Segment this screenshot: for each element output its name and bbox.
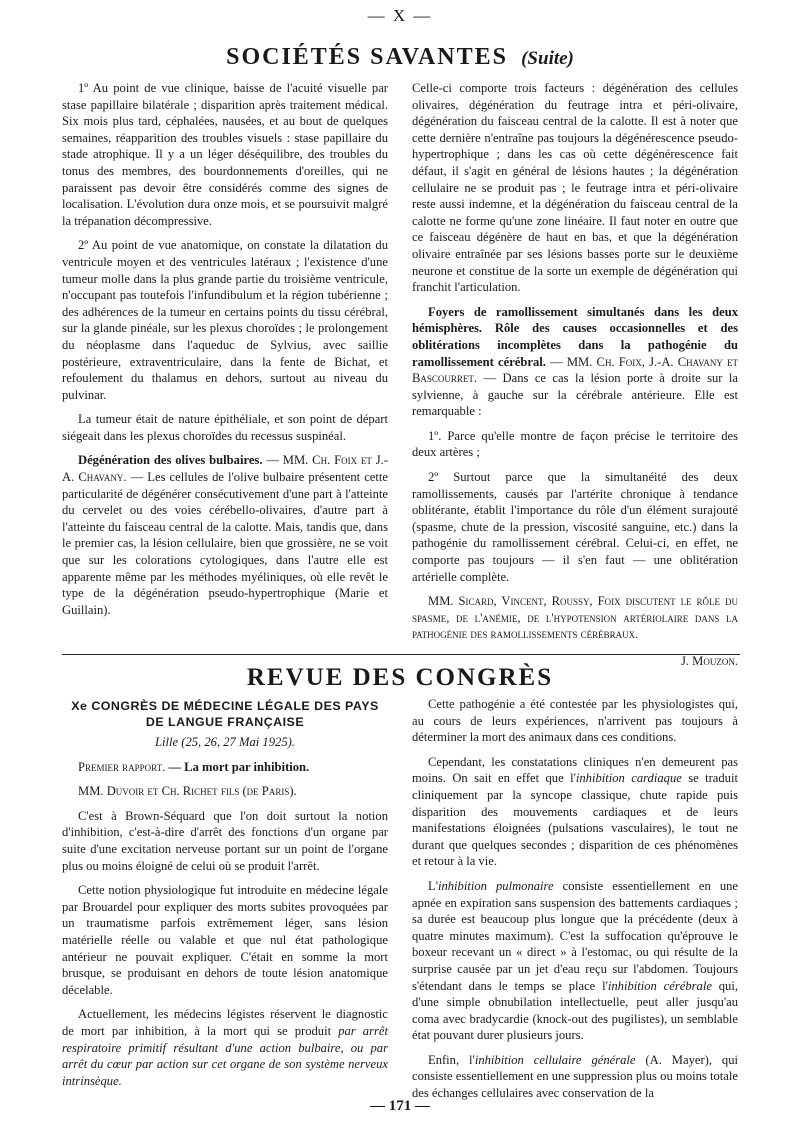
paragraph-text: L' [428, 878, 438, 893]
foyers-article [412, 304, 738, 420]
paragraph: C'est à Brown-Séquard que l'on doit surtout la notion d'inhibition, c'est-à-dire d'arrêt des fonctions d'un organe par suite d'une excitation nerveuse portant sur un point de l'organe plus ou moins éloigné de celui où se produit l'arrêt. [62, 808, 388, 873]
paragraph: Cette notion physiologique fut introduite en médecine légale par Brouardel pour expliquer des morts subites provoquées par un traumatisme parfois extrêmement léger, sans lésion matérielle réelle ou valable et que nul état pathologique antérieur ne pouvait expliquer. C'était en somme la mort brusque, se produisant en dehors de toute lésion anatomique décelable. [62, 883, 388, 997]
paragraph-italic: inhibition cardiaque [575, 771, 682, 786]
paragraph: 2º Au point de vue anatomique, on constate la dilatation du ventricule moyen et des ventricules latéraux ; l'existence d'une tumeur molle dans la plus grande partie du troisième ventricule, n'occupant pas toutefois l'infundibulum et la région tubérienne ; des adhérences de la tumeur en certains points du tissu cérébral, sur la glande pinéale, sur les plexus choroïdes ; le prolongement du néoplasme dans l'aqueduc de Sylvius, avec saillie postérieure, extraventriculaire, dans la fente de Bichat, et refoulement du thalamus en dehors, surtout au niveau du pulvinar. [62, 238, 388, 402]
paragraph-italic: inhibition pulmonaire [437, 878, 554, 893]
paragraph-italic: inhibition cérébrale [607, 978, 712, 993]
bottom-left-column [62, 698, 388, 1097]
paragraph-text: se traduit cliniquement par la syncope classique, chute rapide puis disparition des mouvements cardiaques et de leurs manifestations éloignées (pulsations vasculaires), le tout ne durant que quelques secondes ; disparition de ces phénomènes et retour à la vie. [412, 771, 738, 869]
report-title: — La mort par inhibition. [168, 759, 310, 774]
foyers-authors: — MM. Ch. Foix, J.-A. Chavany et Bascourret. [412, 354, 738, 386]
paragraph-italic: par arrêt respiratoire primitif résultant d'une action bulbaire, ou par arrêt du cœur par action sur cet organe de son système nerveux intrinsèque. [62, 1023, 388, 1088]
section-title-suite: (Suite) [521, 48, 574, 69]
paragraph-text: Cependant, les constatations cliniques n'en demeurent pas moins. On sait en effet que l' [412, 754, 738, 786]
bottom-right-column [412, 696, 738, 1110]
olives-title: Dégénération des olives bulbaires. [78, 453, 263, 468]
discussion-paragraph: MM. Sicard, Vincent, Roussy, Foix discutent le rôle du spasme, de l'anémie, de l'hypotension artériolaire dans la pathogénie des ramollissements cérébraux. [412, 594, 738, 642]
paragraph: Cette pathogénie a été contestée par les physiologistes qui, au cours de leurs expériences, n'arrivent pas toujours à déterminer la mort des animaux dans ces conditions. [412, 697, 738, 745]
section-title [0, 44, 800, 71]
section-title-text: SOCIÉTÉS SAVANTES [226, 44, 509, 70]
paragraph-text: (A. Mayer), qui consiste essentiellement en une suppression plus ou moins totale des échanges cellulaires avec conservation de la [412, 1052, 738, 1101]
paragraph-text: Enfin, l' [428, 1052, 475, 1067]
paragraph [412, 1052, 738, 1102]
congres-title: REVUE DES CONGRÈS [246, 664, 554, 691]
paragraph [62, 1006, 388, 1089]
conference-title-line2: DE LANGUE FRANÇAISE [145, 715, 305, 729]
conference-title-line1: Xe CONGRÈS DE MÉDECINE LÉGALE DES PAYS [71, 699, 379, 713]
page-number: — 171 — [370, 1098, 430, 1114]
list-item: 1º. Parce qu'elle montre de façon précise le territoire des deux artères ; [412, 428, 738, 460]
olives-text: — Les cellules de l'olive bulbaire présentent cette particularité de dégénérer consécutivement d'une part à l'atteinte du cervelet ou des voies cérébello-olivaires, d'autre part à l'atteinte du faisceau central de la calotte. Mais, tandis que, dans le premier cas, la lésion cellulaire, bien que grossière, ne se voit que sur les colorations cytologiques, dans l'autre elle est apparente même par les méthodes myéliniques, où elle revêt le type de la dégénération pseudo-hypertrophique (Marie et Guillain). [62, 470, 388, 617]
paragraph-text: consiste essentiellement en une apnée en expiration sans suspension des battements cardiaques ; sa durée est beaucoup plus longue que la précédente (deux à quatre minutes maximum). C'est la suffocation qu'éprouve le boxeur recevant un « direct » à l'estomac, ou qui résulte de la surprise causée par un jet d'eau reçu sur l'abdomen. Toujours s'étendant dans le temps se place l' [412, 878, 739, 993]
foyers-text: — Dans ce cas la lésion porte à droite sur la sylvienne, à gauche sur la cérébrale antérieure. Elle est remarquable : [412, 371, 738, 419]
conference-title [62, 698, 388, 730]
paragraph-italic: inhibition cellulaire générale [474, 1052, 636, 1067]
report-authors: MM. Duvoir et Ch. Richet fils (de Paris). [78, 784, 297, 799]
paragraph: Celle-ci comporte trois facteurs : dégénération des cellules olivaires, dégénération du feutrage intra et péri-olivaire, dégénération du faisceau central de la calotte. Il est à noter que cette dernière n'entraîne pas toujours la dégénérescence pseudo-hypertrophique ; dans les cas où cette dégénérescence fait défaut, il s'agit en général de lésions hautes ; la dégénération cellulaire ne se produit pas ; le feutrage intra et péri-olivaire reste aussi indemne, et la dégénération du faisceau central de la calotte ne forme qu'une zone linéaire. Il faut noter en outre que ce faisceau dégénère de haut en bas, et que la dégénération olivaire entraînée par ses lésions basses porte sur le deuxième neurone et constitue de la sorte un exemple de dégénération qui franchit l'articulation. [412, 81, 738, 295]
conference-place: Lille (25, 26, 27 Mai 1925). [155, 735, 295, 749]
olives-authors: — MM. Ch. Foix et J.-A. Chavany. [62, 453, 388, 485]
signature: J. Mouzon. [680, 654, 738, 668]
paragraph [412, 878, 738, 1044]
top-left-column [62, 80, 388, 626]
paragraph-text: qui, d'une simple obnubilation intellectuelle, peut aller jusqu'au coma avec bradycardie (knock-out des pugilistes), un semblable état pouvant durer plusieurs jours. [412, 978, 738, 1043]
top-right-column [412, 80, 738, 670]
paragraph-text: Actuellement, les médecins légistes réservent le diagnostic de mort par inhibition, à la mort qui se produit [62, 1007, 388, 1038]
paragraph: 1º Au point de vue clinique, baisse de l'acuité visuelle par stase papillaire bilatérale ; disparition après traitement médical. Six mois plus tard, céphalées, nausées, et au bout de quelques semaines, réapparition des troubles visuels : stase papillaire du stade atrophique. Il y a un léger déséquilibre, des troubles du tonus des membres, des bourdonnements d'oreilles, qui ne paraissent pas devoir être considérés comme des signes de localisation. L'évolution dura onze mois, et se poursuivit malgré la trépanation décompressive. [62, 81, 388, 228]
report-heading [62, 759, 388, 776]
foyers-title: Foyers de ramollissement simultanés dans les deux hémisphères. Rôle des causes occasionnelles et des oblitérations incomplètes dans la pathogénie du ramollissement cérébral. [412, 304, 738, 369]
list-item: 2º Surtout parce que la simultanéité des deux ramollissements, causés par l'artérite chronique à tendance oblitérante, établit l'importance du rôle d'un élément surajouté (spasme, chute de la pression, viscosité sanguine, etc.) dans la pathogénie du ramollissement cérébral. Celui-ci, en effet, ne comporte pas toujours — il s'en faut — une oblitération artérielle complète. [412, 470, 738, 584]
paragraph [412, 754, 738, 870]
olives-article [62, 452, 388, 618]
report-label: Premier rapport. [78, 759, 166, 774]
roman-page-number: — X — [367, 6, 433, 25]
paragraph: La tumeur était de nature épithéliale, et son point de départ siégeait dans les plexus choroïdes du recessus suspinéal. [62, 412, 388, 443]
section-divider [62, 654, 740, 655]
